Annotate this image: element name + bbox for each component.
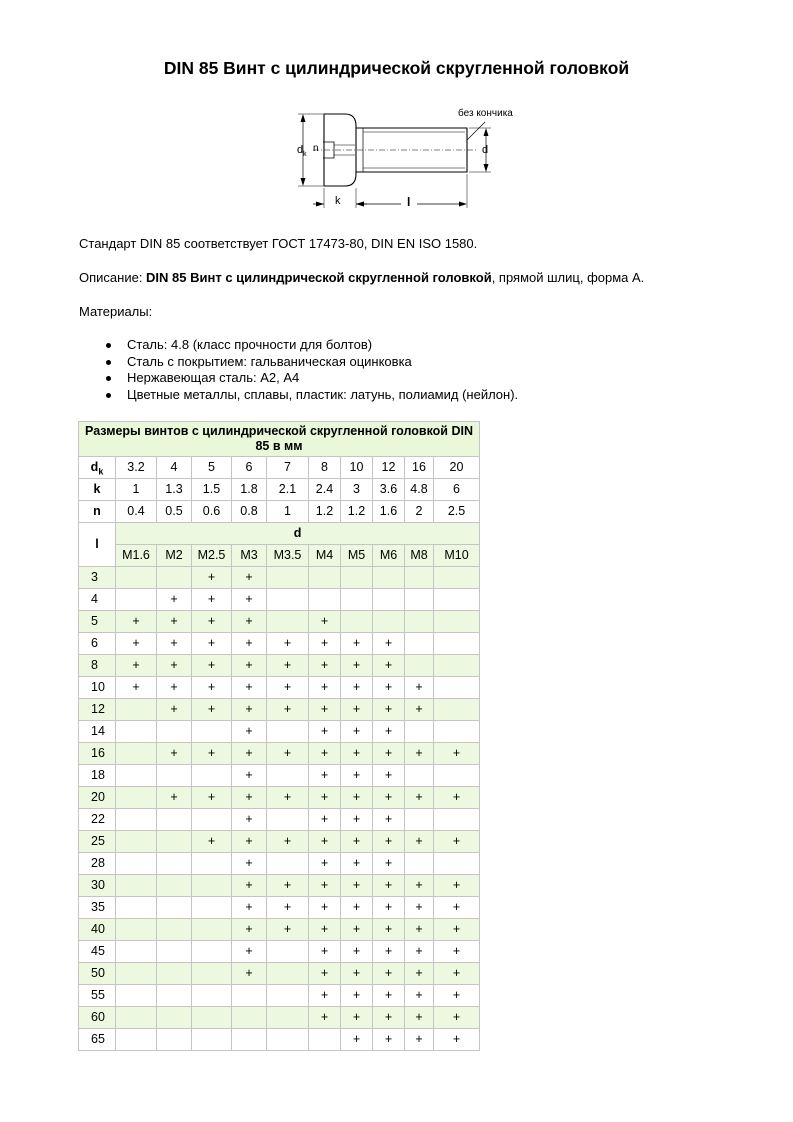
availability-cell [405,721,434,743]
length-cell: 60 [79,1007,116,1029]
length-cell: 3 [79,567,116,589]
length-cell: 10 [79,677,116,699]
availability-cell [405,567,434,589]
availability-cell [157,985,192,1007]
length-cell: 30 [79,875,116,897]
availability-cell [157,853,192,875]
availability-cell: + [341,963,373,985]
availability-cell: + [341,853,373,875]
availability-cell: + [373,633,405,655]
availability-cell: + [309,919,341,941]
availability-cell: + [192,699,232,721]
availability-cell [192,1029,232,1051]
availability-cell: + [341,721,373,743]
availability-cell: + [309,941,341,963]
table-row [79,919,480,941]
availability-cell [192,941,232,963]
availability-cell: + [373,897,405,919]
l-label: l [407,195,411,209]
availability-cell [192,809,232,831]
screw-drawing [293,100,533,220]
availability-cell: + [309,985,341,1007]
availability-cell [373,589,405,611]
materials-item: Сталь с покрытием: гальваническая оцинковка [79,354,518,371]
availability-cell [341,589,373,611]
table-row [79,941,480,963]
availability-cell: + [373,941,405,963]
availability-cell: + [341,919,373,941]
availability-cell: + [267,743,309,765]
availability-cell: + [434,743,480,765]
description-bold: DIN 85 Винт с цилиндрической скругленной головкой [146,270,492,285]
materials-item: Цветные металлы, сплавы, пластик: латунь, полиамид (нейлон). [79,387,518,404]
availability-cell: + [192,787,232,809]
availability-cell [116,897,157,919]
table-row [79,787,480,809]
k-row: k 1 1.3 1.5 1.8 2.1 2.4 3 3.6 4.8 6 [79,479,480,501]
availability-cell: + [267,633,309,655]
availability-cell [267,1029,309,1051]
availability-cell: + [267,831,309,853]
availability-cell: + [232,831,267,853]
bullet-icon [106,360,111,365]
bullet-icon [106,343,111,348]
availability-cell [116,941,157,963]
table-row [79,831,480,853]
description [79,270,644,285]
availability-cell: + [405,875,434,897]
availability-cell [192,985,232,1007]
availability-cell [309,589,341,611]
availability-cell [192,919,232,941]
availability-cell [267,941,309,963]
availability-cell: + [192,589,232,611]
availability-cell [232,985,267,1007]
availability-cell: + [341,633,373,655]
availability-cell [157,1007,192,1029]
n-label: n [313,143,319,154]
length-cell: 8 [79,655,116,677]
table-row [79,699,480,721]
availability-cell: + [309,721,341,743]
availability-cell [434,809,480,831]
availability-cell: + [232,743,267,765]
availability-cell: + [373,1007,405,1029]
availability-cell [157,919,192,941]
availability-cell: + [373,831,405,853]
d-header: d [116,523,480,545]
length-cell: 35 [79,897,116,919]
availability-cell: + [434,963,480,985]
dk-label: $d_k$ [297,144,307,158]
availability-cell [157,567,192,589]
table-row [79,809,480,831]
availability-cell [267,567,309,589]
availability-cell: + [192,743,232,765]
availability-cell: + [267,875,309,897]
availability-cell [157,941,192,963]
length-cell: 16 [79,743,116,765]
availability-cell: + [232,941,267,963]
availability-cell [434,567,480,589]
availability-cell [341,611,373,633]
availability-cell: + [405,941,434,963]
availability-cell [157,809,192,831]
n-row: n 0.4 0.5 0.6 0.8 1 1.2 1.2 1.6 2 2.5 [79,501,480,523]
availability-cell: + [309,875,341,897]
availability-cell: + [405,699,434,721]
availability-cell: + [309,809,341,831]
availability-cell: + [434,985,480,1007]
availability-cell [157,721,192,743]
availability-cell [405,655,434,677]
availability-cell [116,919,157,941]
description-suffix: , прямой шлиц, форма А. [491,270,645,285]
availability-cell: + [341,765,373,787]
availability-cell [434,765,480,787]
availability-cell [309,567,341,589]
availability-cell: + [373,985,405,1007]
availability-cell: + [232,567,267,589]
availability-cell [434,611,480,633]
availability-cell [267,963,309,985]
table-row [79,1029,480,1051]
availability-cell: + [434,875,480,897]
table-row [79,589,480,611]
availability-cell [157,831,192,853]
availability-cell: + [373,919,405,941]
availability-cell: + [434,897,480,919]
length-cell: 12 [79,699,116,721]
table-caption: Размеры винтов с цилиндрической скругленной головкой DIN 85 в мм [79,422,480,457]
availability-cell: + [373,721,405,743]
availability-cell: + [341,787,373,809]
availability-cell [405,611,434,633]
availability-cell: + [309,787,341,809]
availability-cell: + [157,611,192,633]
availability-cell: + [232,919,267,941]
availability-cell [116,1007,157,1029]
availability-cell [232,1029,267,1051]
availability-cell [116,699,157,721]
availability-cell: + [434,831,480,853]
availability-cell: + [192,633,232,655]
availability-cell: + [157,787,192,809]
availability-cell [405,633,434,655]
length-cell: 40 [79,919,116,941]
length-cell: 28 [79,853,116,875]
availability-cell: + [267,699,309,721]
availability-cell: + [405,743,434,765]
table-row [79,765,480,787]
availability-cell [267,1007,309,1029]
availability-cell: + [341,831,373,853]
availability-cell: + [341,655,373,677]
availability-cell [434,699,480,721]
availability-cell [232,1007,267,1029]
bullet-icon [106,376,111,381]
description-prefix: Описание: [79,270,147,285]
availability-cell: + [309,743,341,765]
length-cell: 65 [79,1029,116,1051]
availability-cell: + [373,809,405,831]
bullet-icon [106,393,111,398]
availability-cell: + [341,897,373,919]
length-cell: 6 [79,633,116,655]
availability-cell: + [232,963,267,985]
availability-cell [405,765,434,787]
availability-cell: + [309,1007,341,1029]
availability-cell [116,809,157,831]
availability-cell: + [116,611,157,633]
availability-cell [116,853,157,875]
availability-cell: + [192,677,232,699]
availability-cell [116,831,157,853]
availability-cell [116,765,157,787]
availability-cell: + [341,875,373,897]
availability-cell: + [405,897,434,919]
availability-cell: + [341,1007,373,1029]
dimensions-table [78,421,480,1051]
availability-cell: + [341,809,373,831]
availability-cell [373,567,405,589]
availability-cell [192,897,232,919]
availability-cell [116,963,157,985]
availability-cell [434,721,480,743]
standard-text: Стандарт DIN 85 соответствует ГОСТ 17473-80, DIN EN ISO 1580. [79,236,478,251]
materials-label: Материалы: [79,304,153,319]
availability-cell [192,963,232,985]
availability-cell [267,721,309,743]
table-row [79,721,480,743]
availability-cell: + [232,721,267,743]
availability-cell: + [157,743,192,765]
availability-cell [192,765,232,787]
availability-cell [434,677,480,699]
availability-cell: + [309,831,341,853]
availability-cell: + [341,743,373,765]
availability-cell: + [341,677,373,699]
length-cell: 25 [79,831,116,853]
k-label: k [335,195,341,207]
length-cell: 55 [79,985,116,1007]
availability-cell: + [232,853,267,875]
availability-cell: + [267,919,309,941]
availability-cell: + [405,963,434,985]
availability-cell: + [232,655,267,677]
availability-cell [157,875,192,897]
availability-cell [434,589,480,611]
availability-cell [116,1029,157,1051]
length-cell: 50 [79,963,116,985]
availability-cell: + [434,1007,480,1029]
availability-cell: + [157,655,192,677]
availability-cell: + [309,633,341,655]
availability-cell [267,809,309,831]
availability-cell [341,567,373,589]
availability-cell: + [373,875,405,897]
table-row [79,611,480,633]
no-tip-label: без кончика [458,108,513,119]
availability-cell: + [373,699,405,721]
d-label: d [482,144,489,156]
availability-cell [116,743,157,765]
availability-cell [157,897,192,919]
availability-cell: + [192,655,232,677]
materials-item: Сталь: 4.8 (класс прочности для болтов) [79,337,518,354]
availability-cell: + [434,1029,480,1051]
availability-cell [116,787,157,809]
length-cell: 22 [79,809,116,831]
dk-row: $d_k$ 3.2 4 5 6 7 8 10 12 16 20 [79,457,480,479]
availability-cell: + [373,655,405,677]
availability-cell [116,985,157,1007]
availability-cell: + [192,567,232,589]
sizes-row: M1.6 M2 M2.5 M3 M3.5 M4 M5 M6 M8 M10 [79,545,480,567]
availability-cell: + [405,677,434,699]
availability-cell: + [341,699,373,721]
availability-cell [267,611,309,633]
availability-cell [157,1029,192,1051]
table-row [79,963,480,985]
availability-cell [192,853,232,875]
availability-cell: + [405,985,434,1007]
availability-cell [192,721,232,743]
table-row [79,875,480,897]
availability-cell [116,721,157,743]
availability-cell [434,633,480,655]
availability-cell [192,1007,232,1029]
table-row [79,567,480,589]
length-cell: 18 [79,765,116,787]
availability-cell: + [405,919,434,941]
availability-cell: + [232,699,267,721]
availability-cell: + [116,633,157,655]
table-row [79,985,480,1007]
availability-cell: + [157,677,192,699]
availability-cell [267,589,309,611]
table-row [79,853,480,875]
n-row-label: n [79,501,116,523]
availability-cell [267,853,309,875]
table-row [79,897,480,919]
availability-cell: + [192,831,232,853]
availability-cell [116,875,157,897]
materials-list [79,337,518,403]
availability-cell: + [157,699,192,721]
availability-cell [157,963,192,985]
availability-cell: + [373,1029,405,1051]
table-row [79,1007,480,1029]
availability-cell: + [267,787,309,809]
availability-cell [309,1029,341,1051]
availability-cell: + [373,853,405,875]
availability-cell: + [373,787,405,809]
availability-cell [116,567,157,589]
availability-cell [373,611,405,633]
availability-cell: + [157,633,192,655]
length-cell: 5 [79,611,116,633]
availability-cell: + [192,611,232,633]
length-cell: 45 [79,941,116,963]
availability-cell: + [232,589,267,611]
availability-cell [405,809,434,831]
availability-cell: + [232,765,267,787]
availability-cell: + [267,897,309,919]
availability-cell: + [373,677,405,699]
availability-cell: + [309,699,341,721]
availability-cell: + [232,633,267,655]
availability-cell: + [341,1029,373,1051]
availability-cell: + [232,875,267,897]
availability-cell [405,589,434,611]
k-row-label: k [79,479,116,501]
availability-cell: + [309,677,341,699]
availability-cell: + [405,787,434,809]
availability-cell: + [434,919,480,941]
availability-cell: + [309,765,341,787]
availability-cell: + [405,1007,434,1029]
availability-cell: + [373,765,405,787]
availability-cell: + [267,655,309,677]
length-cell: 4 [79,589,116,611]
availability-cell: + [341,941,373,963]
availability-cell: + [373,963,405,985]
availability-cell: + [405,1029,434,1051]
availability-cell: + [309,655,341,677]
availability-cell: + [309,853,341,875]
availability-cell: + [309,611,341,633]
availability-cell: + [434,941,480,963]
availability-cell [192,875,232,897]
availability-cell [157,765,192,787]
availability-cell [434,655,480,677]
availability-cell: + [309,897,341,919]
l-header: l [79,523,116,567]
availability-cell: + [434,787,480,809]
table-row [79,743,480,765]
availability-cell: + [116,655,157,677]
availability-cell: + [373,743,405,765]
table-row [79,655,480,677]
availability-cell [267,985,309,1007]
availability-cell: + [232,897,267,919]
availability-cell: + [267,677,309,699]
availability-cell [434,853,480,875]
length-cell: 14 [79,721,116,743]
availability-cell: + [116,677,157,699]
availability-cell [267,765,309,787]
length-cell: 20 [79,787,116,809]
availability-cell: + [232,677,267,699]
availability-cell: + [232,809,267,831]
materials-item: Нержавеющая сталь: А2, А4 [79,370,518,387]
availability-cell: + [405,831,434,853]
d-header-row [79,523,480,545]
availability-cell [405,853,434,875]
page-title: DIN 85 Винт с цилиндрической скругленной головкой [163,58,630,78]
availability-cell: + [309,963,341,985]
availability-cell: + [232,787,267,809]
table-row [79,677,480,699]
table-row [79,633,480,655]
availability-cell: + [341,985,373,1007]
availability-cell: + [157,589,192,611]
dk-row-label: $d_k$ [79,457,116,479]
availability-cell: + [232,611,267,633]
availability-cell [116,589,157,611]
